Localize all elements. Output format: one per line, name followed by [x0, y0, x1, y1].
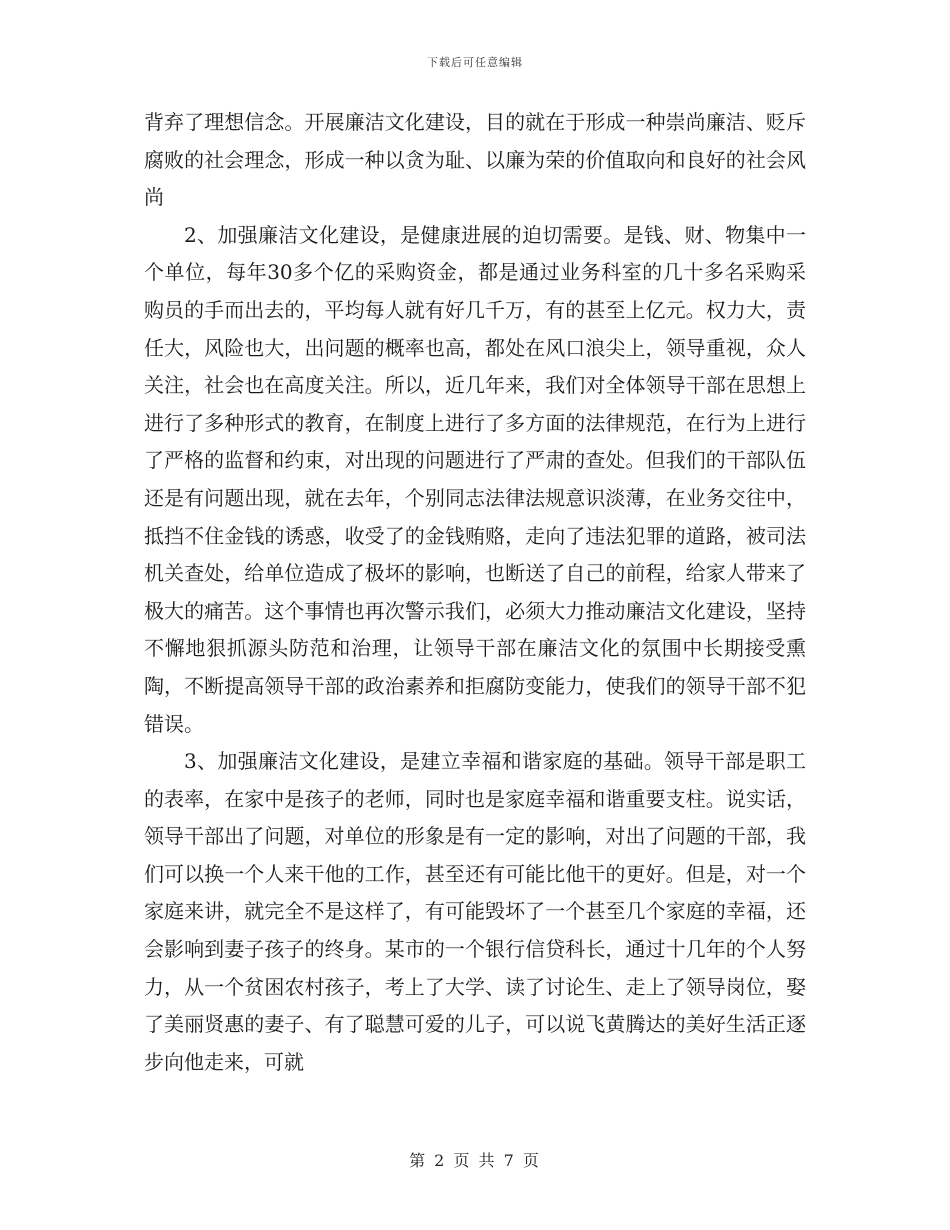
document-body [144, 104, 806, 1081]
paragraph-point-3: 3、加强廉洁文化建设，是建立幸福和谐家庭的基础。领导干部是职工的表率，在家中是孩子的老师，同时也是家庭幸福和谐重要支柱。说实话，领导干部出了问题，对单位的形象是有一定的影响，对出了问题的干部，我们可以换一个人来干他的工作，甚至还有可能比他干的更好。但是，对一个家庭来讲，就完全不是这样了，有可能毁坏了一个甚至几个家庭的幸福，还会影响到妻子孩子的终身。某市的一个银行信贷科长，通过十几年的个人努力，从一个贫困农村孩子，考上了大学、读了讨论生、走上了领导岗位，娶了美丽贤惠的妻子、有了聪慧可爱的儿子，可以说飞黄腾达的美好生活正逐步向他走来，可就 [144, 749, 806, 1074]
paragraph-point-2: 2、加强廉洁文化建设，是健康进展的迫切需要。是钱、财、物集中一个单位，每年30多个亿的采购资金，都是通过业务科室的几十多名采购采购员的手而出去的，平均每人就有好几千万，有的甚至上亿元。权力大，责任大，风险也大，出问题的概率也高，都处在风口浪尖上，领导重视，众人关注，社会也在高度关注。所以，近几年来，我们对全体领导干部在思想上进行了多种形式的教育，在制度上进行了多方面的法律规范，在行为上进行了严格的监督和约束，对出现的问题进行了严肃的查处。但我们的干部队伍还是有问题出现，就在去年，个别同志法律法规意识淡薄，在业务交往中，抵挡不住金钱的诱惑，收受了的金钱贿赂，走向了违法犯罪的道路，被司法机关查处，给单位造成了极坏的影响，也断送了自己的前程，给家人带来了极大的痛苦。这个事情也再次警示我们，必须大力推动廉洁文化建设，坚持不懈地狠抓源头防范和治理，让领导干部在廉洁文化的氛围中长期接受熏陶，不断提高领导干部的政治素养和拒腐防变能力，使我们的领导干部不犯错误。 [144, 222, 806, 736]
page-header: 下载后可任意编辑 [427, 56, 523, 69]
paragraph-continuation: 背弃了理想信念。开展廉洁文化建设，目的就在于形成一种崇尚廉洁、贬斥腐败的社会理念，形成一种以贪为耻、以廉为荣的价值取向和良好的社会风尚 [144, 110, 806, 210]
page-number: 第 2 页 共 7 页 [409, 1151, 541, 1170]
